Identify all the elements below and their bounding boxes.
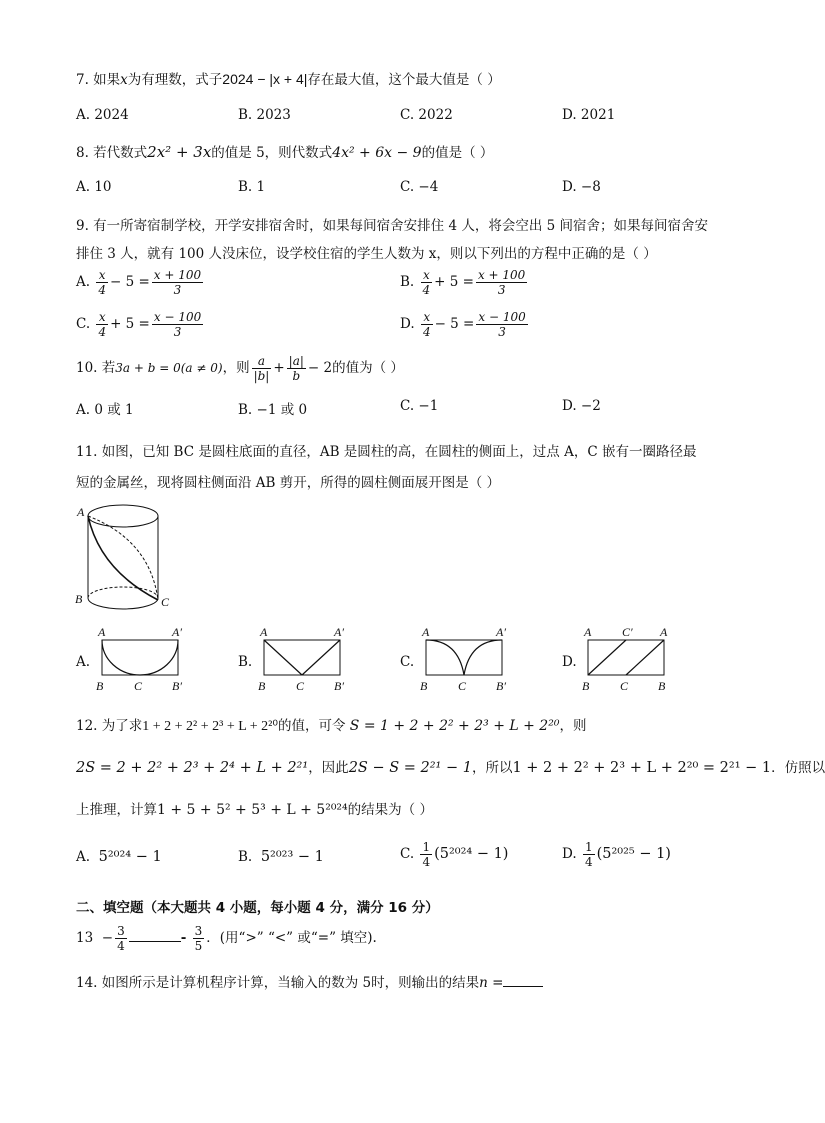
svg-text:B: B: [258, 679, 266, 693]
q11-option-b-figure[interactable]: [254, 624, 354, 694]
q10-option-a[interactable]: A. 0 或 1: [76, 402, 134, 418]
svg-text:B: B: [96, 679, 104, 693]
q8-expr2: 4x² + 6x − 9: [332, 145, 422, 161]
q11-option-b-label[interactable]: B.: [238, 654, 253, 670]
q7-option-b[interactable]: B. 2023: [238, 107, 291, 123]
svg-text:B: B: [420, 679, 428, 693]
q12-option-b[interactable]: B. 5²⁰²³ − 1: [238, 849, 324, 865]
q10-option-b[interactable]: B. −1 或 0: [238, 402, 308, 418]
q14-answer-blank[interactable]: [503, 972, 543, 987]
q7-option-a[interactable]: A. 2024: [76, 107, 129, 123]
q10-stem: 10. 若3a + b = 0(a ≠ 0)，则 $\frac{a}{|b|}$ + $\frac{|a|}{b}$ − 2的值为（ ）: [76, 354, 404, 383]
q8-option-b[interactable]: B. 1: [238, 179, 266, 195]
svg-text:B′: B′: [496, 679, 506, 693]
svg-text:C: C: [620, 679, 629, 693]
q9-option-c[interactable]: C. $\frac{x}{4}$ + 5 = $\frac{x - 100}{3}$: [76, 310, 202, 339]
svg-text:A: A: [584, 625, 592, 639]
svg-text:B′: B′: [334, 679, 344, 693]
cylinder-figure: [70, 500, 180, 615]
svg-text:A′: A′: [172, 625, 182, 639]
q7-option-d[interactable]: D. 2021: [562, 107, 616, 123]
q8-stem: 8. 若代数式2x² + 3x的值是 5，则代数式4x² + 6x − 9的值是（ ）: [76, 143, 494, 161]
q7-stem: 7. 如果x为有理数，式子2024 − |x + 4|存在最大值，这个最大值是（ ）: [76, 71, 501, 88]
q12-line1: 12. 为了求1 + 2 + 2² + 2³ + L + 2²⁰的值，可令 S = 1 + 2 + 2² + 2³ + L + 2²⁰，则: [76, 718, 587, 734]
q9-option-d[interactable]: D. $\frac{x}{4}$ − 5 = $\frac{x - 100}{3}$: [400, 310, 526, 339]
q11-option-c-figure[interactable]: [416, 624, 516, 694]
q10-option-c[interactable]: C. −1: [400, 398, 439, 414]
q13-row: 13 − $\frac{3}{4}$ - $\frac{3}{5}$ ．(用“>” “<” 或“=” 填空).: [76, 924, 377, 953]
svg-text:A′: A′: [334, 625, 344, 639]
svg-text:C: C: [134, 679, 143, 693]
q7-option-c[interactable]: C. 2022: [400, 107, 453, 123]
q11-line2: 短的金属丝，现将圆柱侧面沿 AB 剪开，所得的圆柱侧面展开图是（ ）: [76, 475, 501, 491]
q14-row: 14. 如图所示是计算机程序计算，当输入的数为 5时，则输出的结果n =: [76, 971, 543, 991]
svg-text:C′: C′: [622, 625, 633, 639]
q9-line1: 9. 有一所寄宿制学校，开学安排宿舍时，如果每间宿舍安排住 4 人，将会空出 5 间宿舍；如果每间宿舍安: [76, 218, 709, 234]
svg-text:A: A: [660, 625, 668, 639]
q11-option-d-figure[interactable]: [578, 624, 678, 694]
q9-line2: 排住 3 人，就有 100 人没床位，设学校住宿的学生人数为 x，则以下列出的方程中正确的是（ ）: [76, 246, 657, 262]
cyl-label-b: B: [75, 592, 83, 606]
q11-option-a-label[interactable]: A.: [76, 654, 91, 670]
q7-expression: 2024 − |x + 4|: [222, 71, 308, 87]
q8-option-c[interactable]: C. −4: [400, 179, 439, 195]
q12-option-d[interactable]: D. $\frac{1}{4}$ (5²⁰²⁵ − 1): [562, 840, 671, 869]
q10-option-d[interactable]: D. −2: [562, 398, 601, 414]
q8-expr1: 2x² + 3x: [147, 143, 212, 161]
q11-line1: 11. 如图，已知 BC 是圆柱底面的直径，AB 是圆柱的高，在圆柱的侧面上，过点 A，C 嵌有一圈路径最: [76, 444, 697, 460]
q9-option-b[interactable]: B. $\frac{x}{4}$ + 5 = $\frac{x + 100}{3}$: [400, 268, 526, 297]
q11-option-c-label[interactable]: C.: [400, 654, 415, 670]
svg-text:A: A: [422, 625, 430, 639]
q12-line2: 2S = 2 + 2² + 2³ + 2⁴ + L + 2²¹，因此2S − S = 2²¹ − 1，所以1 + 2 + 2² + 2³ + L + 2²⁰ = 2²¹ − 1．仿照以: [76, 760, 825, 776]
svg-text:C: C: [458, 679, 467, 693]
svg-text:C: C: [296, 679, 305, 693]
cyl-label-a: A: [77, 505, 85, 519]
q11-option-a-figure[interactable]: [92, 624, 192, 694]
svg-text:A: A: [260, 625, 268, 639]
section-title: 二、填空题（本大题共 4 小题，每小题 4 分，满分 16 分）: [76, 900, 439, 916]
q12-option-c[interactable]: C. $\frac{1}{4}$ (5²⁰²⁴ − 1): [400, 840, 509, 869]
q12-option-a[interactable]: A. 5²⁰²⁴ − 1: [76, 849, 162, 865]
q8-option-d[interactable]: D. −8: [562, 179, 601, 195]
svg-text:A′: A′: [496, 625, 506, 639]
q8-option-a[interactable]: A. 10: [76, 179, 112, 195]
svg-text:B′: B′: [172, 679, 182, 693]
q9-option-a[interactable]: A. $\frac{x}{4}$ − 5 = $\frac{x + 100}{3}$: [76, 268, 202, 297]
svg-text:A: A: [98, 625, 106, 639]
q11-option-d-label[interactable]: D.: [562, 654, 577, 670]
cyl-label-c: C: [161, 595, 170, 609]
q13-answer-blank[interactable]: [129, 927, 181, 942]
svg-text:B: B: [582, 679, 590, 693]
svg-text:B: B: [658, 679, 666, 693]
q12-line3: 上推理，计算1 + 5 + 5² + 5³ + L + 5²⁰²⁴的结果为（ ）: [76, 802, 433, 818]
